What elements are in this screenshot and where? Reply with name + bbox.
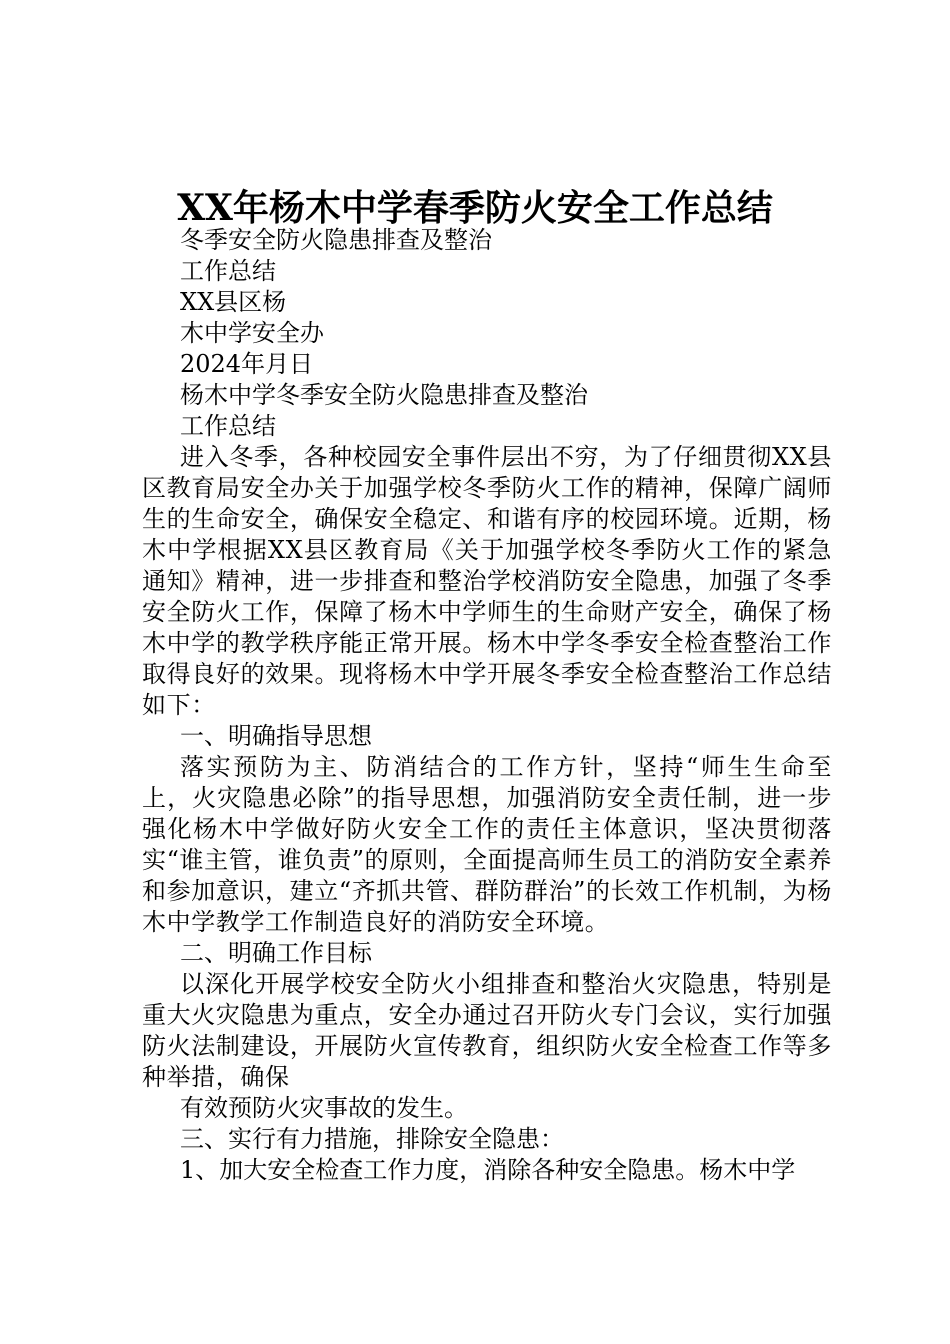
section-heading: 三、实行有力措施，排除安全隐患： <box>180 1125 564 1153</box>
document-body <box>142 225 832 1186</box>
section-paragraph: 以深化开展学校安全防火小组排查和整治火灾隐患，特别是重大火灾隐患为重点，安全办通过召开防火专门会议，实行加强防火法制建设，开展防火宣传教育，组织防火安全检查工作等多种举措，确保 <box>142 970 832 1091</box>
author-line: XX县区杨 <box>180 288 287 316</box>
subtitle-line: 工作总结 <box>180 257 276 285</box>
section-paragraph: 1、加大安全检查工作力度，消除各种安全隐患。杨木中学 <box>180 1156 796 1184</box>
section-heading: 一、明确指导思想 <box>180 722 372 750</box>
section-paragraph-continuation: 有效预防火灾事故的发生。 <box>180 1094 468 1122</box>
section-paragraph: 落实预防为主、防消结合的工作方针，坚持“师生生命至上，火灾隐患必除”的指导思想，加强消防安全责任制，进一步强化杨木中学做好防火安全工作的责任主体意识，坚决贯彻落实“谁主管，谁负责”的原则，全面提高师生员工的消防安全素养和参加意识，建立“齐抓共管、群防群治”的长效工作机制，为杨木中学教学工作制造良好的消防安全环境。 <box>142 753 832 936</box>
date-line: 2024年月日 <box>180 350 314 378</box>
author-line: 木中学安全办 <box>180 319 324 347</box>
subtitle-line: 杨木中学冬季安全防火隐患排查及整治 <box>180 381 588 409</box>
subtitle-line: 冬季安全防火隐患排查及整治 <box>180 226 492 254</box>
intro-paragraph: 进入冬季，各种校园安全事件层出不穷，为了仔细贯彻XX县区教育局安全办关于加强学校冬季防火工作的精神，保障广阔师生的生命安全，确保安全稳定、和谐有序的校园环境。近期，杨木中学根据XX县区教育局《关于加强学校冬季防火工作的紧急通知》精神，进一步排查和整治学校消防安全隐患，加强了冬季安全防火工作，保障了杨木中学师生的生命财产安全，确保了杨木中学的教学秩序能正常开展。杨木中学冬季安全检查整治工作取得良好的效果。现将杨木中学开展冬季安全检查整治工作总结如下： <box>142 443 832 719</box>
subtitle-line: 工作总结 <box>180 412 276 440</box>
document-title: XX年杨木中学春季防火安全工作总结 <box>177 187 773 229</box>
section-heading: 二、明确工作目标 <box>180 939 372 967</box>
